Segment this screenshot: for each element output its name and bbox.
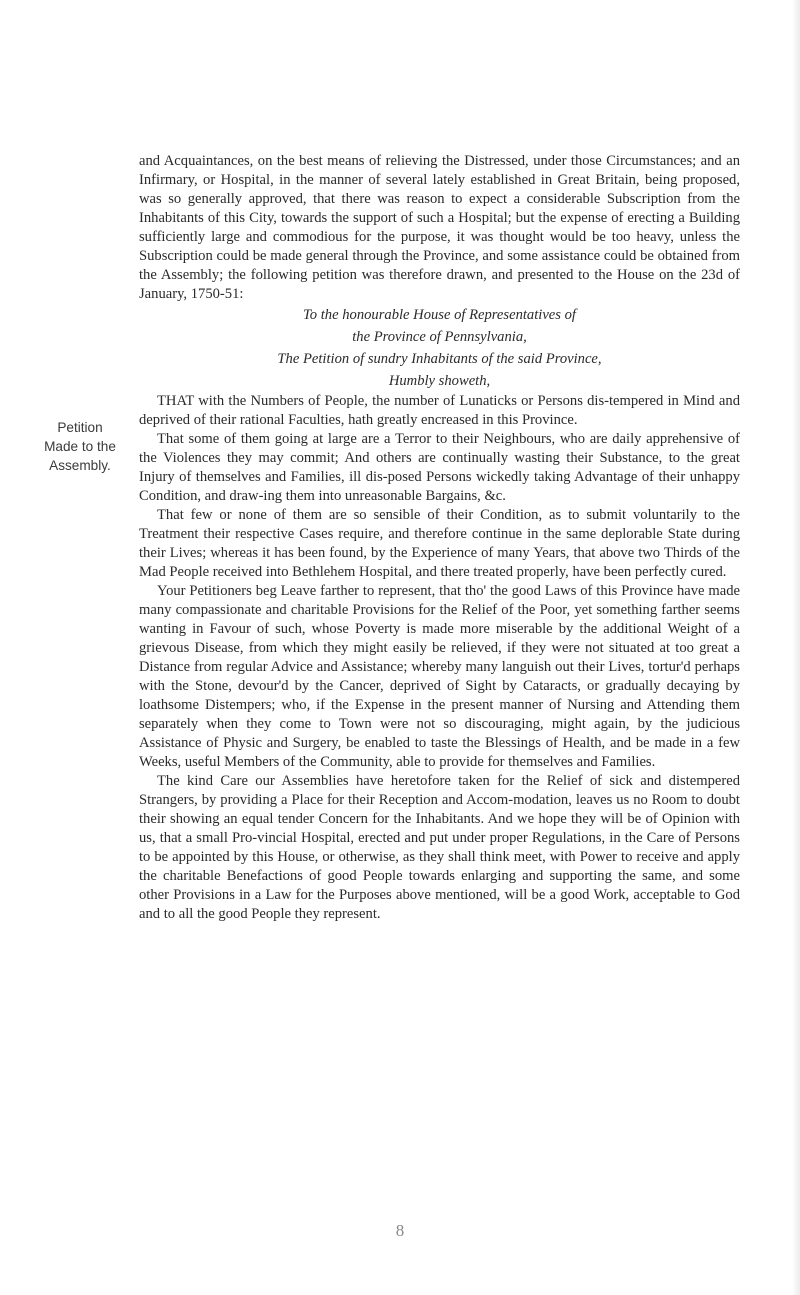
petition-paragraph: THAT with the Numbers of People, the number of Lunaticks or Persons dis-tempered in Mind and deprived of their rational Faculties, hath greatly encreased in this Province.: [139, 393, 740, 428]
address-line: Humbly showeth,: [388, 373, 491, 389]
petition-paragraph: Your Petitioners beg Leave farther to represent, that tho' the good Laws of this Province have made many compassionate and charitable Provisions for the Relief of the Poor, yet something farther seems wanting in Favour of such, whose Poverty is made more miserable by the additional Weight of a grievous Disease, from which they might easily be relieved, if they were not situated at too great a Distance from regular Advice and Assistance; whereby many languish out their Lives, tortur'd perhaps with the Stone, devour'd by the Cancer, deprived of Sight by Cataracts, or gradually decaying by loathsome Distempers; who, if the Expense in the present manner of Nursing and Attending them separately when they come to Town were not so discouraging, might again, by the judicious Assistance of Physic and Surgery, be enabled to taste the Blessings of Health, and be made in a few Weeks, useful Members of the Community, able to provide for themselves and Families.: [139, 583, 740, 770]
marginal-note-line: Petition: [57, 420, 103, 435]
address-line: The Petition of sundry Inhabitants of the said Province,: [277, 351, 602, 367]
body-text: [139, 152, 740, 924]
petition-paragraph: The kind Care our Assemblies have heretofore taken for the Relief of sick and distempered Strangers, by providing a Place for their Reception and Accom-modation, leaves us no Room to doubt their showing an equal tender Concern for the Inhabitants. And we hope they will be of Opinion with us, that a small Pro-vincial Hospital, erected and put under proper Regulations, in the Care of Persons to be appointed by this House, or otherwise, as they shall think meet, with Power to receive and apply the charitable Benefactions of good People towards enlarging and supporting the same, and some other Provisions in a Law for the Purposes above mentioned, will be a good Work, acceptable to God and to all the good People they represent.: [139, 773, 740, 922]
marginal-note-line: Assembly.: [49, 458, 111, 473]
marginal-note: [30, 418, 130, 475]
petition-paragraph: That few or none of them are so sensible of their Condition, as to submit voluntarily to the Treatment their respective Cases require, and therefore continue in the same deplorable State during their Lives; whereas it has been found, by the Experience of many Years, that above two Thirds of the Mad People received into Bethlehem Hospital, and there treated properly, have been perfectly cured.: [139, 507, 740, 580]
marginal-note-line: Made to the: [44, 439, 116, 454]
page-number: 8: [395, 1221, 405, 1240]
address-line: the Province of Pennsylvania,: [352, 329, 527, 345]
intro-paragraph: and Acquaintances, on the best means of relieving the Distressed, under those Circumstances; and an Infirmary, or Hospital, in the manner of several lately established in Great Britain, being proposed, was so generally approved, that there was reason to expect a considerable Subscription from the Inhabitants of this City, towards the support of such a Hospital; but the expense of erecting a Building sufficiently large and commodious for the purpose, it was thought would be too heavy, unless the Subscription could be made general through the Province, and some assistance could be obtained from the Assembly; the following petition was therefore drawn, and presented to the House on the 23d of January, 1750-51:: [139, 153, 740, 302]
address-line: To the honourable House of Representatives of: [303, 307, 576, 323]
petition-address: [139, 304, 740, 392]
petition-paragraph: That some of them going at large are a Terror to their Neighbours, who are daily apprehensive of the Violences they may commit; And others are continually wasting their Substance, to the great Injury of themselves and Families, ill dis-posed Persons wickedly taking Advantage of their unhappy Condition, and draw-ing them into unreasonable Bargains, &c.: [139, 431, 740, 504]
page-edge-shadow: [792, 0, 800, 1295]
